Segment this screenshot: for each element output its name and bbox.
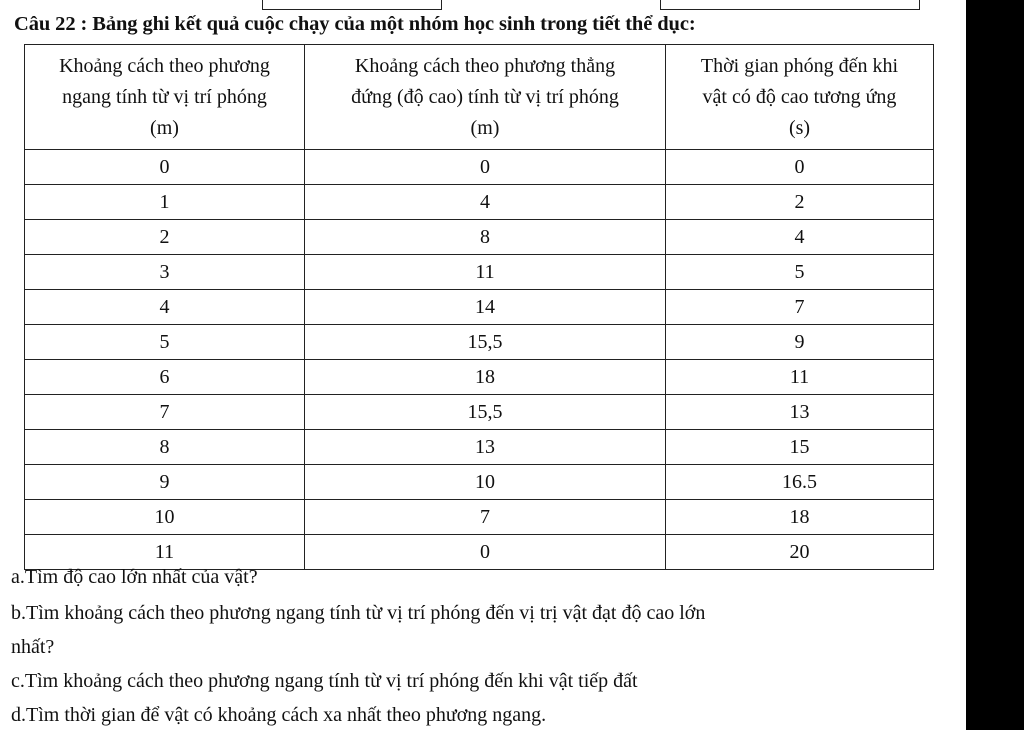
cell-time: 7 bbox=[666, 290, 934, 325]
header-time bbox=[666, 45, 934, 150]
cell-height: 7 bbox=[305, 500, 666, 535]
table-row bbox=[25, 360, 934, 395]
question-c: c.Tìm khoảng cách theo phương ngang tính từ vị trí phóng đến khi vật tiếp đất bbox=[11, 670, 638, 692]
cell-height: 0 bbox=[305, 535, 666, 570]
header-unit: (s) bbox=[788, 116, 811, 139]
cell-horizontal: 8 bbox=[25, 430, 305, 465]
question-a: a.Tìm độ cao lớn nhất của vật? bbox=[11, 566, 258, 588]
header-line: Khoảng cách theo phương thẳng bbox=[354, 54, 616, 77]
results-table bbox=[24, 44, 934, 570]
top-table-fragment-left bbox=[262, 0, 442, 10]
header-vertical-distance bbox=[305, 45, 666, 150]
cell-time: 16.5 bbox=[666, 465, 934, 500]
table-row bbox=[25, 500, 934, 535]
cell-horizontal: 2 bbox=[25, 220, 305, 255]
cell-height: 14 bbox=[305, 290, 666, 325]
cell-horizontal: 3 bbox=[25, 255, 305, 290]
header-line: Khoảng cách theo phương bbox=[59, 54, 270, 77]
cell-height: 18 bbox=[305, 360, 666, 395]
cell-time: 18 bbox=[666, 500, 934, 535]
cell-time: 0 bbox=[666, 150, 934, 185]
cell-time: 9 bbox=[666, 325, 934, 360]
table-header-row bbox=[25, 45, 934, 150]
cell-horizontal: 10 bbox=[25, 500, 305, 535]
header-horizontal-distance bbox=[25, 45, 305, 150]
cell-horizontal: 6 bbox=[25, 360, 305, 395]
cell-time: 2 bbox=[666, 185, 934, 220]
header-unit: (m) bbox=[150, 116, 179, 139]
header-unit: (m) bbox=[470, 116, 500, 139]
header-line: ngang tính từ vị trí phóng bbox=[62, 85, 267, 108]
cell-time: 4 bbox=[666, 220, 934, 255]
cell-horizontal: 4 bbox=[25, 290, 305, 325]
question-d: d.Tìm thời gian để vật có khoảng cách xa nhất theo phương ngang. bbox=[11, 704, 547, 726]
table-row bbox=[25, 255, 934, 290]
cell-height: 11 bbox=[305, 255, 666, 290]
cell-horizontal: 5 bbox=[25, 325, 305, 360]
cell-horizontal: 1 bbox=[25, 185, 305, 220]
question-b: b.Tìm khoảng cách theo phương ngang tính từ vị trí phóng đến vị trị vật đạt độ cao lớn bbox=[11, 602, 706, 624]
table-row bbox=[25, 290, 934, 325]
table-row bbox=[25, 465, 934, 500]
table-row bbox=[25, 150, 934, 185]
cell-height: 0 bbox=[305, 150, 666, 185]
cell-horizontal: 0 bbox=[25, 150, 305, 185]
cell-horizontal: 7 bbox=[25, 395, 305, 430]
cell-height: 15,5 bbox=[305, 325, 666, 360]
cell-time: 15 bbox=[666, 430, 934, 465]
question-title: Câu 22 : Bảng ghi kết quả cuộc chạy của một nhóm học sinh trong tiết thể dục: bbox=[14, 13, 696, 35]
cell-horizontal: 9 bbox=[25, 465, 305, 500]
header-line: Thời gian phóng đến khi bbox=[700, 54, 899, 77]
right-black-strip bbox=[966, 0, 1024, 730]
cell-height: 4 bbox=[305, 185, 666, 220]
cell-time: 13 bbox=[666, 395, 934, 430]
cell-height: 8 bbox=[305, 220, 666, 255]
cell-height: 15,5 bbox=[305, 395, 666, 430]
table-row bbox=[25, 535, 934, 570]
question-b-continued: nhất? bbox=[11, 636, 55, 658]
cell-horizontal: 11 bbox=[25, 535, 305, 570]
top-table-fragment-right bbox=[660, 0, 920, 10]
cell-time: 5 bbox=[666, 255, 934, 290]
table-row bbox=[25, 395, 934, 430]
cell-time: 20 bbox=[666, 535, 934, 570]
cell-height: 13 bbox=[305, 430, 666, 465]
table-row bbox=[25, 220, 934, 255]
table-row bbox=[25, 325, 934, 360]
table-row bbox=[25, 185, 934, 220]
cell-time: 11 bbox=[666, 360, 934, 395]
header-line: đứng (độ cao) tính từ vị trí phóng bbox=[351, 85, 619, 108]
cell-height: 10 bbox=[305, 465, 666, 500]
table-row bbox=[25, 430, 934, 465]
header-line: vật có độ cao tương ứng bbox=[702, 85, 897, 108]
